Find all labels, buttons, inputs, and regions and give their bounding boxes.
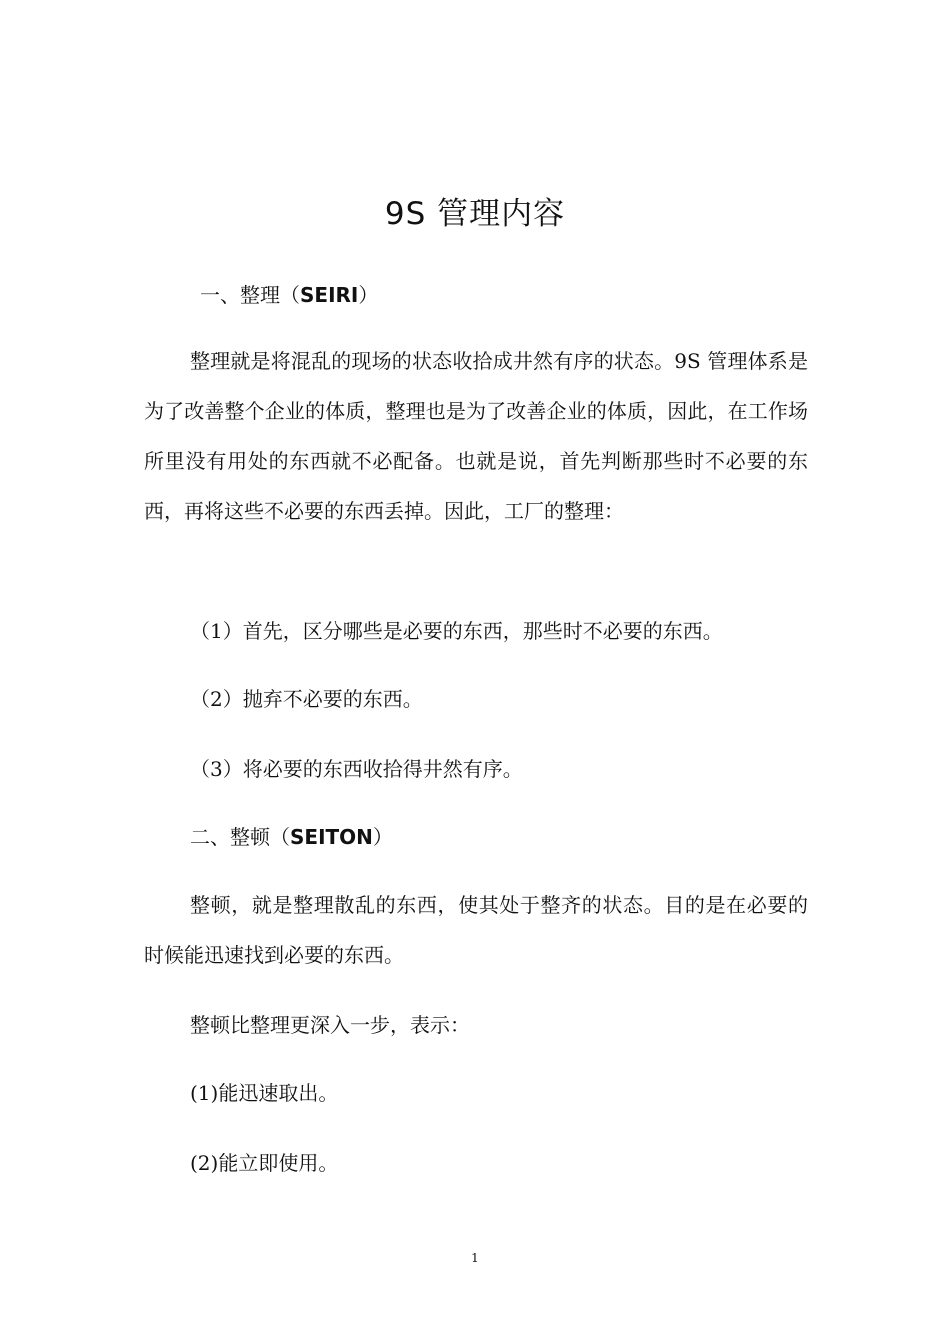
section-2-item-1: (1)能迅速取出。 [190,1081,339,1105]
section-1-heading-suffix: ） [358,283,379,307]
document-title: 9S 管理内容 [384,196,566,232]
section-1-item-2: （2）抛弃不必要的东西。 [190,687,423,711]
section-2-heading-code: SEITON [290,825,373,849]
section-1-item-3: （3）将必要的东西收拾得井然有序。 [190,757,523,781]
section-1-paragraph: 整理就是将混乱的现场的状态收拾成井然有序的状态。9S 管理体系是为了改善整个企业的体质，整理也是为了改善企业的体质，因此，在工作场所里没有用处的东西就不必配备。也就是说，首先判断那些时不必要的东西，再将这些不必要的东西丢掉。因此，工厂的整理： [144,349,808,523]
section-1-heading [200,280,378,310]
page-number: 1 [471,1251,479,1265]
section-2-paragraph: 整顿，就是整理散乱的东西，使其处于整齐的状态。目的是在必要的时候能迅速找到必要的东西。 [144,893,808,967]
section-1-heading-prefix: 一、整理（ [200,283,300,307]
section-1-heading-code: SEIRI [300,283,359,307]
section-2-item-2: (2)能立即使用。 [190,1151,339,1175]
section-1-item-1: （1）首先，区分哪些是必要的东西，那些时不必要的东西。 [190,619,723,643]
section-2-heading [190,822,393,852]
section-2-heading-suffix: ） [372,825,393,849]
section-2-intro: 整顿比整理更深入一步，表示： [190,1013,470,1037]
section-2-heading-prefix: 二、整顿（ [190,825,290,849]
